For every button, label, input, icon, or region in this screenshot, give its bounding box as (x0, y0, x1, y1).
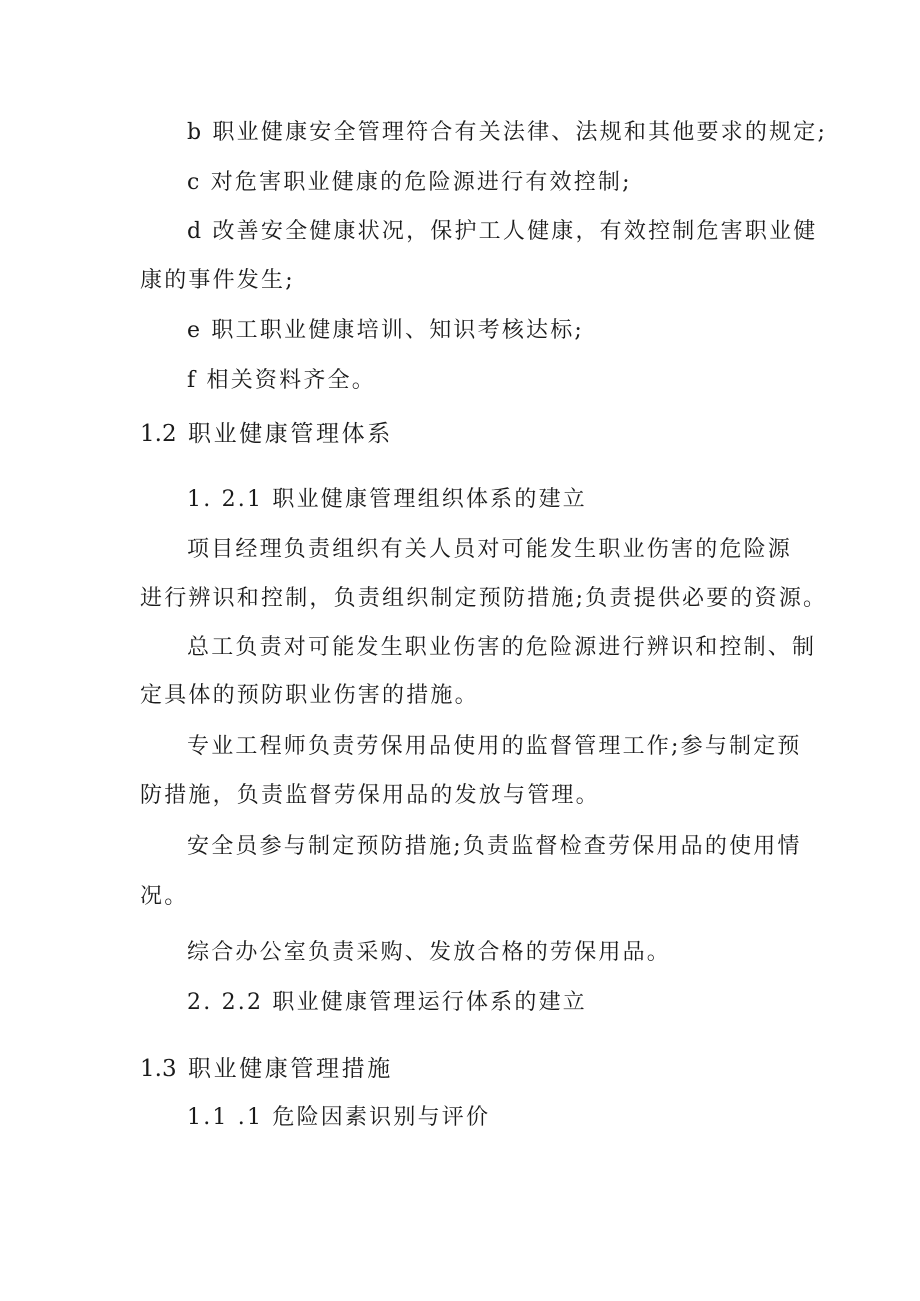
section-heading (140, 1054, 393, 1084)
section-number: 1.3 (140, 1056, 177, 1082)
paragraph-line: 专业工程师负责劳保用品使用的监督管理工作;参与制定预 (187, 734, 802, 759)
paragraph-line: 综合办公室负责采购、发放合格的劳保用品。 (187, 940, 672, 965)
paragraph-line: 安全员参与制定预防措施;负责监督检查劳保用品的使用情 (187, 834, 802, 859)
paragraph-line: 项目经理负责组织有关人员对可能发生职业伤害的危险源 (187, 537, 793, 562)
subsection-heading: 1. 2.1 职业健康管理组织体系的建立 (187, 487, 587, 512)
subsection-heading: 1.1 .1 危险因素识别与评价 (187, 1105, 491, 1130)
paragraph-line: c 对危害职业健康的危险源进行有效控制; (187, 170, 632, 195)
paragraph-line: 康的事件发生; (140, 268, 295, 293)
paragraph-line: 况。 (140, 884, 189, 909)
paragraph-line: 进行辨识和控制，负责组织制定预防措施;负责提供必要的资源。 (140, 586, 828, 611)
subsection-heading: 2. 2.2 职业健康管理运行体系的建立 (187, 990, 587, 1015)
paragraph-line: b 职业健康安全管理符合有关法律、法规和其他要求的规定; (187, 120, 828, 145)
paragraph-line: e 职工职业健康培训、知识考核达标; (187, 318, 585, 343)
paragraph-line: 总工负责对可能发生职业伤害的危险源进行辨识和控制、制 (187, 635, 817, 660)
paragraph-line: 定具体的预防职业伤害的措施。 (140, 683, 479, 708)
paragraph-line: f 相关资料齐全。 (187, 368, 376, 393)
section-title: 职业健康管理体系 (188, 421, 393, 447)
paragraph-line: d 改善安全健康状况，保护工人健康，有效控制危害职业健 (187, 219, 818, 244)
paragraph-line: 防措施，负责监督劳保用品的发放与管理。 (140, 783, 600, 808)
section-heading (140, 419, 393, 449)
section-title: 职业健康管理措施 (188, 1056, 393, 1082)
section-number: 1.2 (140, 421, 177, 447)
